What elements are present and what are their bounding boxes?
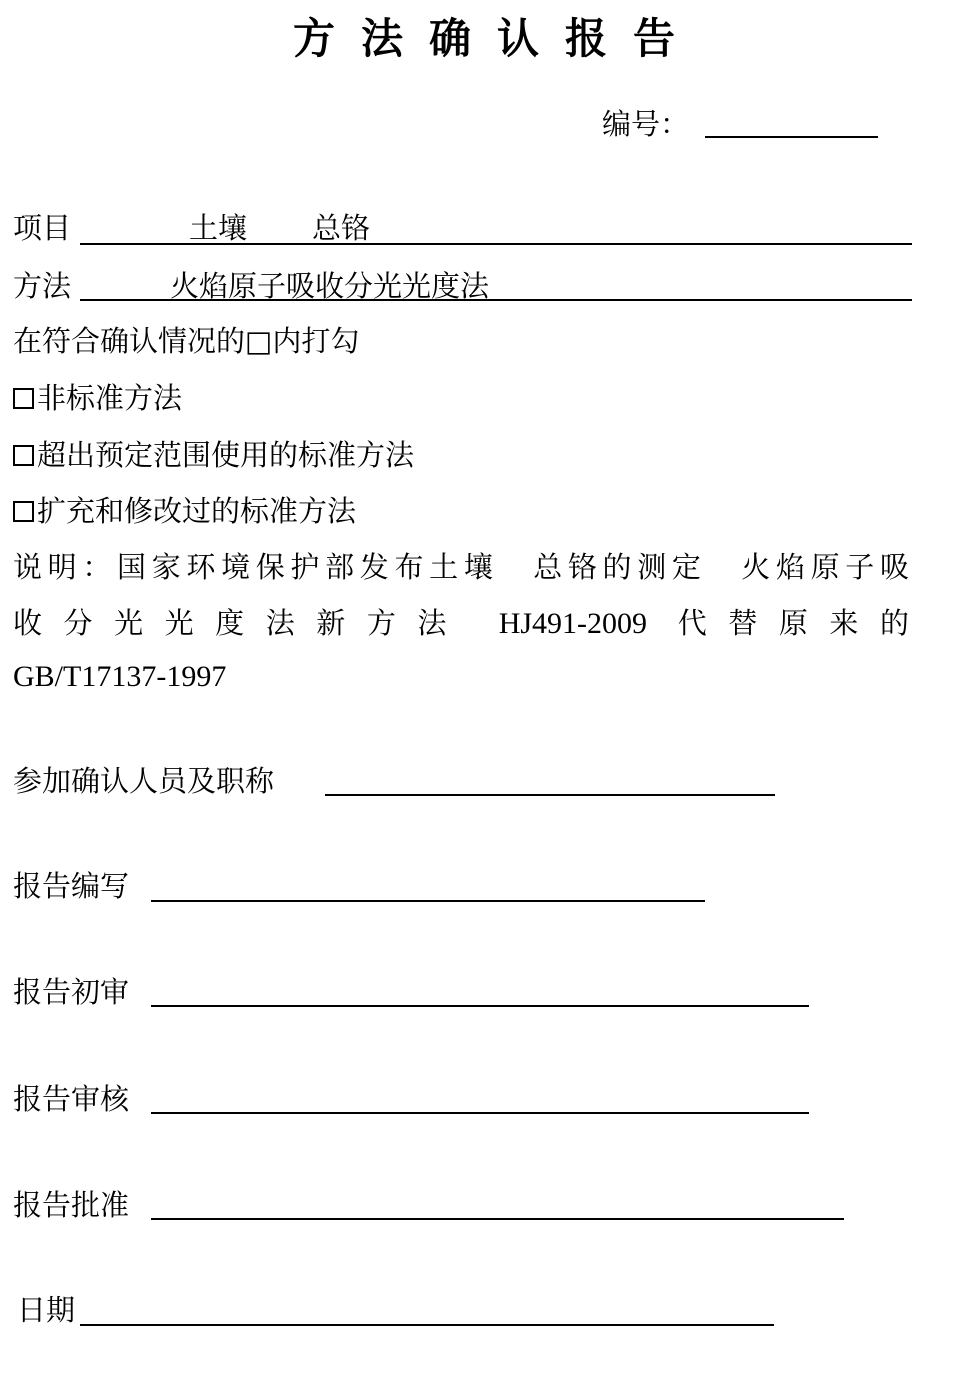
option-out-of-scope-standard-method[interactable]: [13, 435, 414, 475]
number-field[interactable]: [705, 136, 878, 138]
checkbox-instruction: 在符合确认情况的□内打勾: [13, 324, 360, 358]
participants-field[interactable]: [325, 794, 775, 796]
checkbox-icon[interactable]: [13, 501, 34, 522]
note-line-1: 说明：国家环境保护部发布土壤 总铬的测定 火焰原子吸: [13, 550, 909, 584]
method-field-underline[interactable]: [80, 299, 912, 301]
note-text: 收分光光度法新方法: [13, 606, 468, 640]
note-line-3: GB/T17137-1997: [13, 660, 227, 693]
report-writer-field[interactable]: [151, 900, 705, 902]
note-line-2: [13, 603, 909, 644]
audit-label: 报告审核: [13, 1082, 130, 1116]
preliminary-review-label: 报告初审: [13, 975, 130, 1009]
number-label: 编号：: [602, 107, 690, 141]
report-title: 方法确认报告: [292, 14, 701, 63]
project-chromium-value: 总铬: [312, 211, 371, 245]
checkbox-icon[interactable]: [13, 388, 34, 409]
option-nonstandard-method[interactable]: [13, 378, 182, 418]
checkbox-icon[interactable]: [13, 445, 34, 466]
project-soil-value: 土壤: [189, 211, 248, 245]
approval-label: 报告批准: [13, 1188, 130, 1222]
date-label: 日期: [17, 1293, 76, 1327]
method-label: 方法: [13, 269, 72, 303]
audit-field[interactable]: [151, 1112, 809, 1114]
approval-field[interactable]: [151, 1218, 844, 1220]
option-label: 非标准方法: [37, 381, 183, 415]
date-field[interactable]: [80, 1324, 774, 1326]
preliminary-review-field[interactable]: [151, 1005, 809, 1007]
project-label: 项目: [13, 211, 72, 245]
report-writer-label: 报告编写: [13, 869, 130, 903]
option-label: 扩充和修改过的标准方法: [37, 494, 357, 528]
standard-code: HJ491-2009: [498, 607, 648, 640]
project-field-underline[interactable]: [80, 243, 912, 245]
method-value: 火焰原子吸收分光光度法: [170, 269, 490, 303]
option-label: 超出预定范围使用的标准方法: [37, 438, 415, 472]
participants-label: 参加确认人员及职称: [13, 764, 275, 798]
option-extended-modified-standard-method[interactable]: [13, 491, 356, 531]
note-text: 代替原来的: [677, 606, 909, 640]
